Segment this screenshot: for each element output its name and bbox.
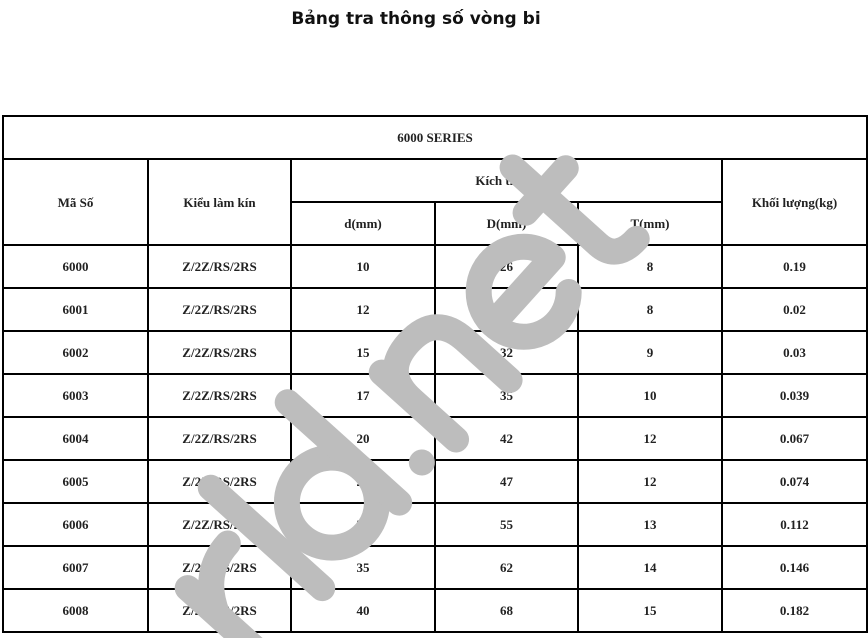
cell-T: 14 xyxy=(578,546,722,589)
table-row xyxy=(3,331,867,374)
cell-weight: 0.03 xyxy=(722,331,867,374)
cell-weight: 0.19 xyxy=(722,245,867,288)
table-row xyxy=(3,245,867,288)
header-row xyxy=(3,159,867,202)
page-title: Bảng tra thông số vòng bi xyxy=(291,9,541,29)
cell-code: 6005 xyxy=(3,460,148,503)
cell-weight: 0.02 xyxy=(722,288,867,331)
header-dimensions: Kích thước xyxy=(291,159,722,202)
cell-code: 6001 xyxy=(3,288,148,331)
cell-weight: 0.039 xyxy=(722,374,867,417)
header-D: D(mm) xyxy=(435,202,578,245)
header-code: Mã Số xyxy=(3,159,148,245)
cell-T: 10 xyxy=(578,374,722,417)
header-d: d(mm) xyxy=(291,202,435,245)
cell-code: 6008 xyxy=(3,589,148,632)
cell-seal: Z/2Z/RS/2RS xyxy=(148,503,291,546)
cell-d: 17 xyxy=(291,374,435,417)
cell-weight: 0.074 xyxy=(722,460,867,503)
cell-T: 12 xyxy=(578,417,722,460)
cell-d: 25 xyxy=(291,460,435,503)
table-row xyxy=(3,460,867,503)
table-row xyxy=(3,374,867,417)
cell-code: 6004 xyxy=(3,417,148,460)
cell-T: 8 xyxy=(578,288,722,331)
cell-weight: 0.112 xyxy=(722,503,867,546)
cell-seal: Z/2Z/RS/2RS xyxy=(148,331,291,374)
table-row xyxy=(3,589,867,632)
cell-D: 32 xyxy=(435,331,578,374)
cell-d: 35 xyxy=(291,546,435,589)
cell-d: 40 xyxy=(291,589,435,632)
cell-code: 6002 xyxy=(3,331,148,374)
cell-seal: Z/2Z/RS/2RS xyxy=(148,589,291,632)
cell-code: 6000 xyxy=(3,245,148,288)
cell-weight: 0.067 xyxy=(722,417,867,460)
header-weight: Khối lượng(kg) xyxy=(722,159,867,245)
cell-D: 47 xyxy=(435,460,578,503)
cell-seal: Z/2Z/RS/2RS xyxy=(148,417,291,460)
cell-code: 6007 xyxy=(3,546,148,589)
header-seal: Kiểu làm kín xyxy=(148,159,291,245)
cell-D: 55 xyxy=(435,503,578,546)
cell-code: 6003 xyxy=(3,374,148,417)
cell-d: 30 xyxy=(291,503,435,546)
cell-seal: Z/2Z/RS/2RS xyxy=(148,288,291,331)
cell-d: 15 xyxy=(291,331,435,374)
cell-code: 6006 xyxy=(3,503,148,546)
cell-weight: 0.182 xyxy=(722,589,867,632)
table-row xyxy=(3,417,867,460)
cell-seal: Z/2Z/RS/2RS xyxy=(148,245,291,288)
cell-D: 62 xyxy=(435,546,578,589)
cell-T: 12 xyxy=(578,460,722,503)
cell-T: 15 xyxy=(578,589,722,632)
cell-D: 26 xyxy=(435,245,578,288)
cell-seal: Z/2Z/RS/2RS xyxy=(148,374,291,417)
cell-seal: Z/2Z/RS/2RS xyxy=(148,460,291,503)
series-title: 6000 SERIES xyxy=(3,116,867,159)
cell-D: 35 xyxy=(435,374,578,417)
cell-D: 28 xyxy=(435,288,578,331)
cell-T: 9 xyxy=(578,331,722,374)
cell-d: 20 xyxy=(291,417,435,460)
cell-d: 10 xyxy=(291,245,435,288)
table-row xyxy=(3,503,867,546)
cell-seal: Z/2Z/RS/2RS xyxy=(148,546,291,589)
cell-D: 68 xyxy=(435,589,578,632)
cell-weight: 0.146 xyxy=(722,546,867,589)
cell-T: 13 xyxy=(578,503,722,546)
bearing-spec-table xyxy=(2,115,868,633)
table-row xyxy=(3,288,867,331)
cell-d: 12 xyxy=(291,288,435,331)
cell-D: 42 xyxy=(435,417,578,460)
cell-T: 8 xyxy=(578,245,722,288)
table-row xyxy=(3,546,867,589)
series-row xyxy=(3,116,867,159)
header-T: T(mm) xyxy=(578,202,722,245)
